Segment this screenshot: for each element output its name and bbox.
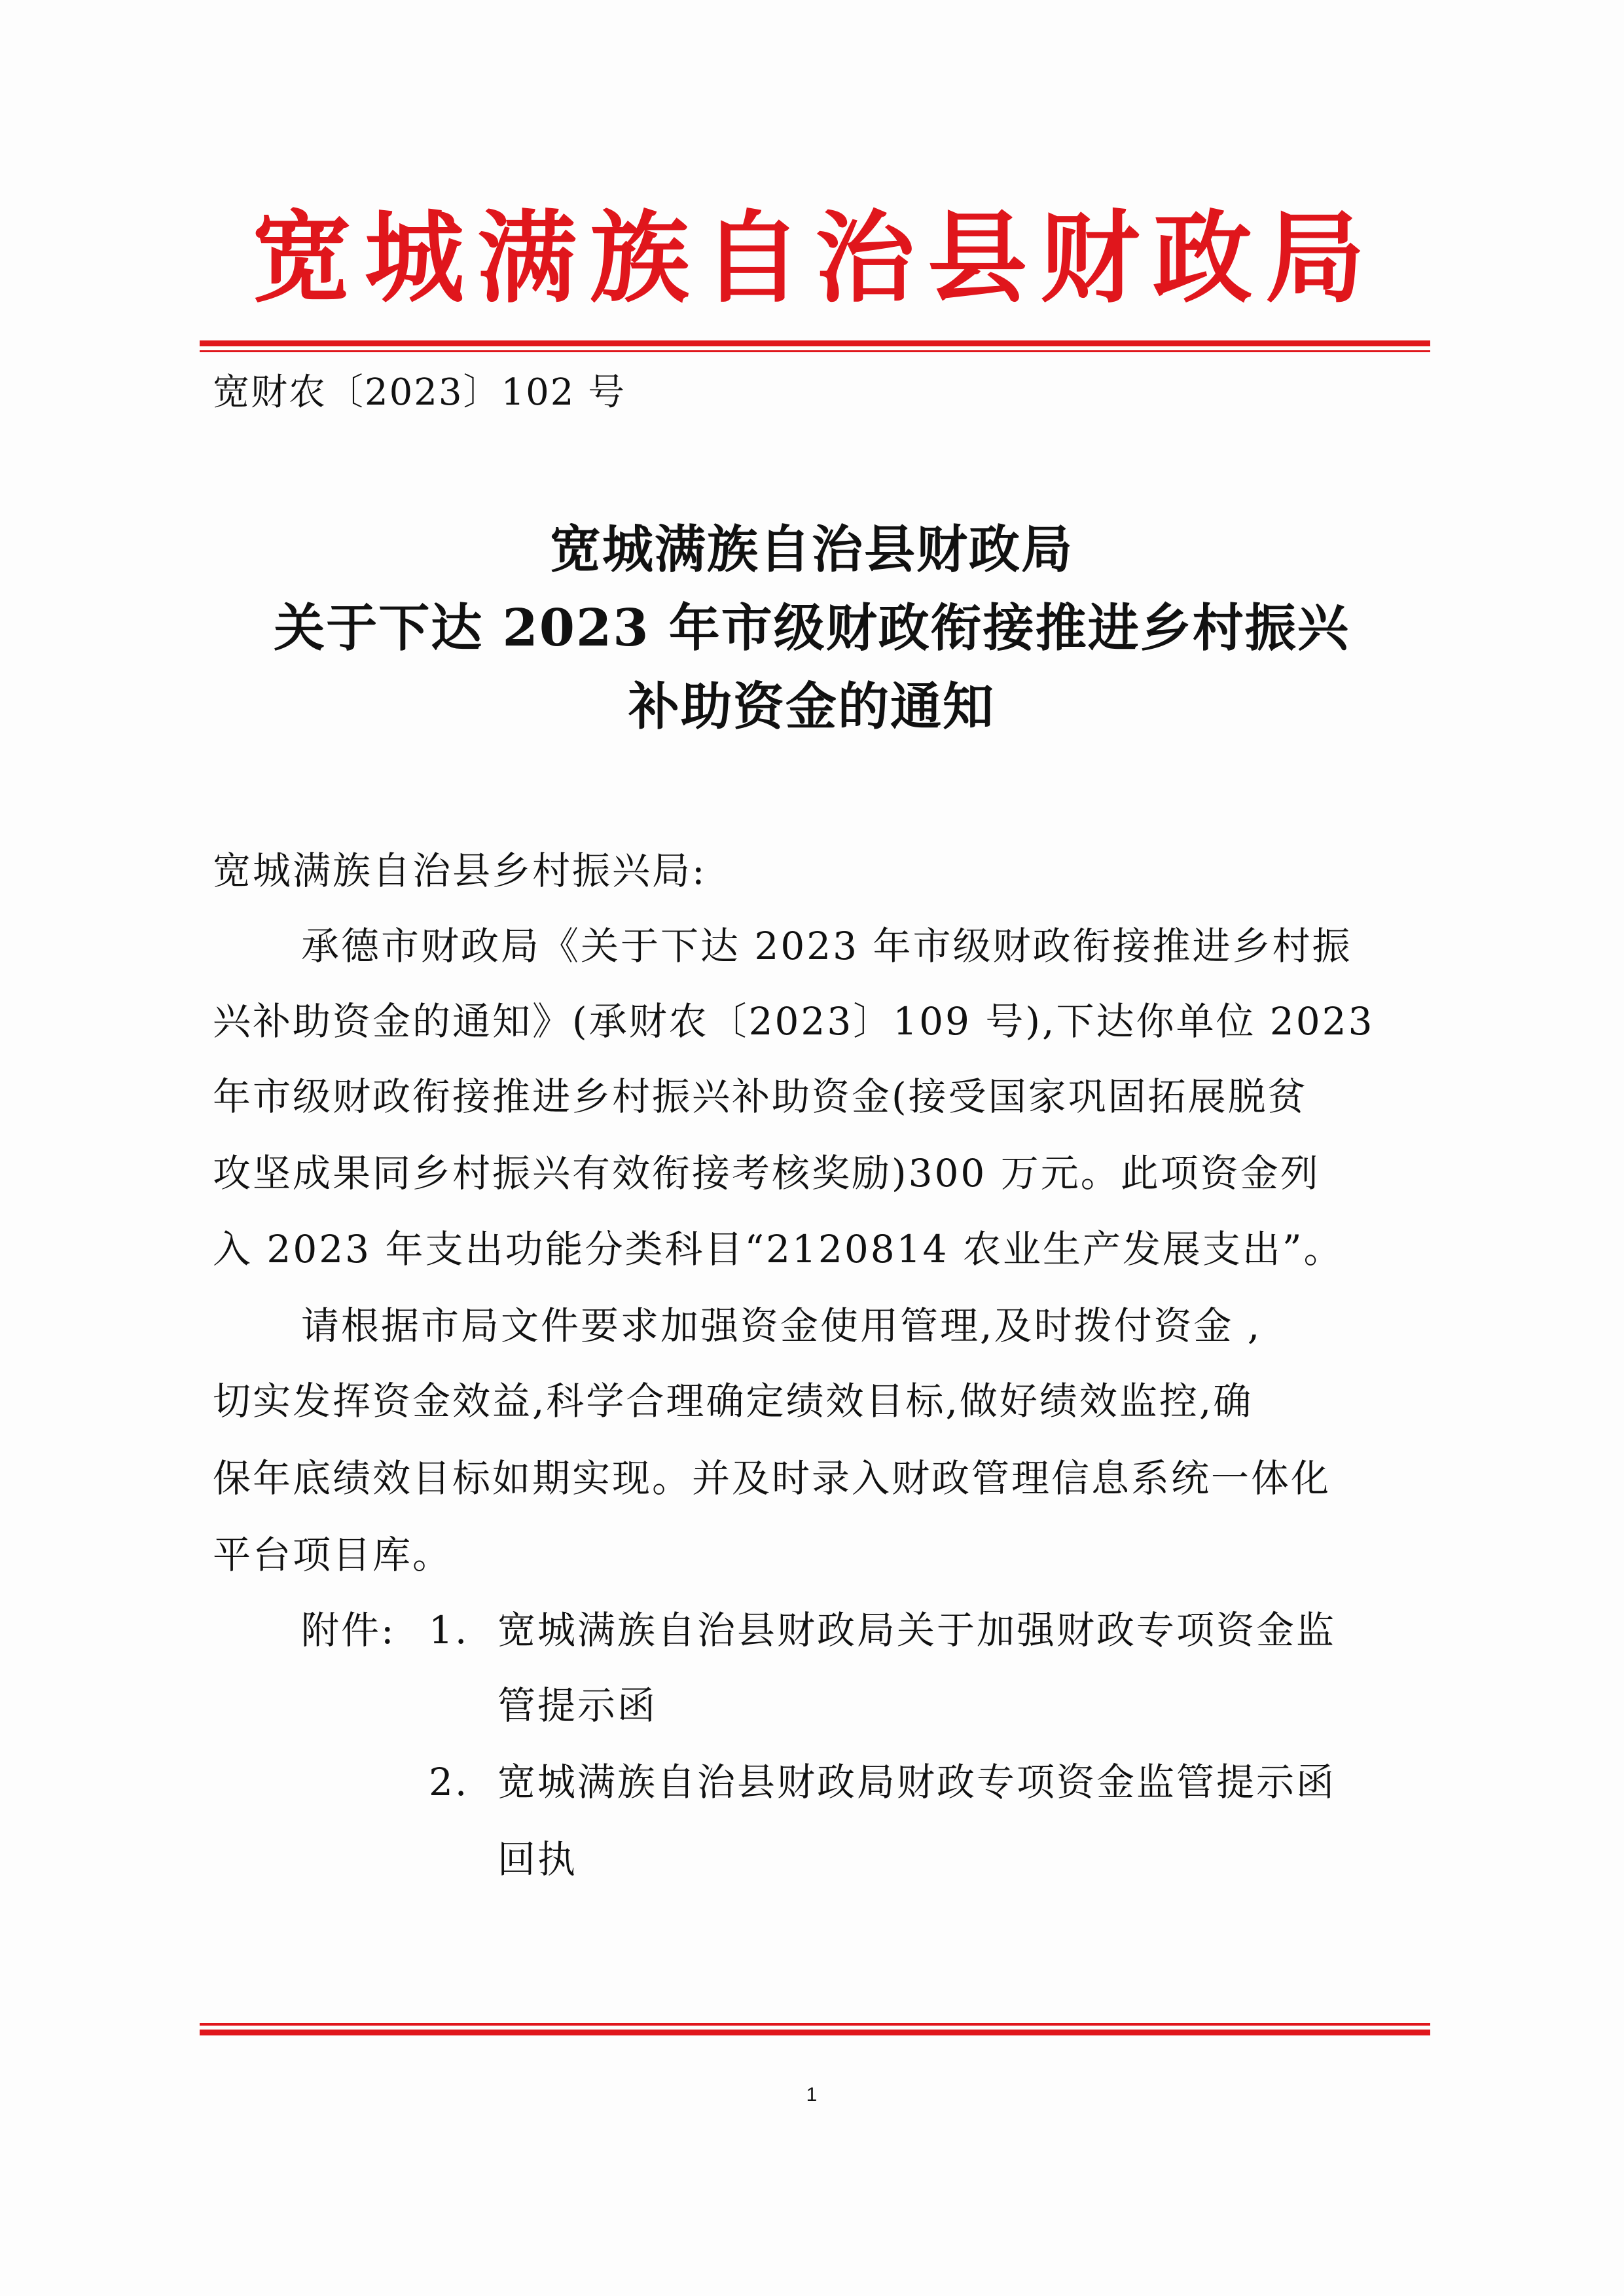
masthead-title: 宽城满族自治县财政局 [252, 200, 1378, 316]
attachment-2-line-2: 回执 [497, 1837, 578, 1882]
body-line-7: 切实发挥资金效益,科学合理确定绩效目标,做好绩效监控,确 [213, 1379, 1254, 1423]
body-line-2: 兴补助资金的通知》(承财农〔2023〕109 号),下达你单位 2023 [213, 999, 1375, 1044]
document-number: 宽财农〔2023〕102 号 [213, 371, 626, 414]
attachment-2-line-1: 宽城满族自治县财政局财政专项资金监管提示函 [497, 1760, 1337, 1804]
footer-rule-thin [200, 2023, 1430, 2026]
attachment-1-number: 1. [429, 1608, 469, 1652]
footer-rule-thick [200, 2030, 1430, 2035]
body-line-9: 平台项目库。 [213, 1533, 453, 1577]
body-line-8: 保年底绩效目标如期实现。并及时录入财政管理信息系统一体化 [213, 1456, 1331, 1501]
body-line-4: 攻坚成果同乡村振兴有效衔接考核奖励)300 万元。此项资金列 [213, 1151, 1320, 1195]
page-number: 1 [806, 2084, 818, 2105]
title-line-2: 关于下达 2023 年市级财政衔接推进乡村振兴 [274, 598, 1350, 658]
body-line-5: 入 2023 年支出功能分类科目“2120814 农业生产发展支出”。 [213, 1227, 1344, 1271]
body-line-1: 承德市财政局《关于下达 2023 年市级财政衔接推进乡村振 [301, 924, 1352, 968]
title-line-1: 宽城满族自治县财政局 [549, 520, 1074, 579]
body-line-6: 请根据市局文件要求加强资金使用管理,及时拨付资金 , [301, 1303, 1262, 1348]
masthead-rule-thick [200, 340, 1430, 346]
attachment-1-line-2: 管提示函 [497, 1683, 658, 1728]
attachment-1-line-1: 宽城满族自治县财政局关于加强财政专项资金监 [497, 1608, 1337, 1652]
body-line-3: 年市级财政衔接推进乡村振兴补助资金(接受国家巩固拓展脱贫 [213, 1074, 1308, 1119]
salutation: 宽城满族自治县乡村振兴局: [213, 848, 707, 893]
attachment-2-number: 2. [429, 1760, 469, 1804]
attachments-label: 附件: [301, 1608, 396, 1652]
title-line-3: 补助资金的通知 [628, 677, 995, 737]
masthead-rule-thin [200, 350, 1430, 352]
